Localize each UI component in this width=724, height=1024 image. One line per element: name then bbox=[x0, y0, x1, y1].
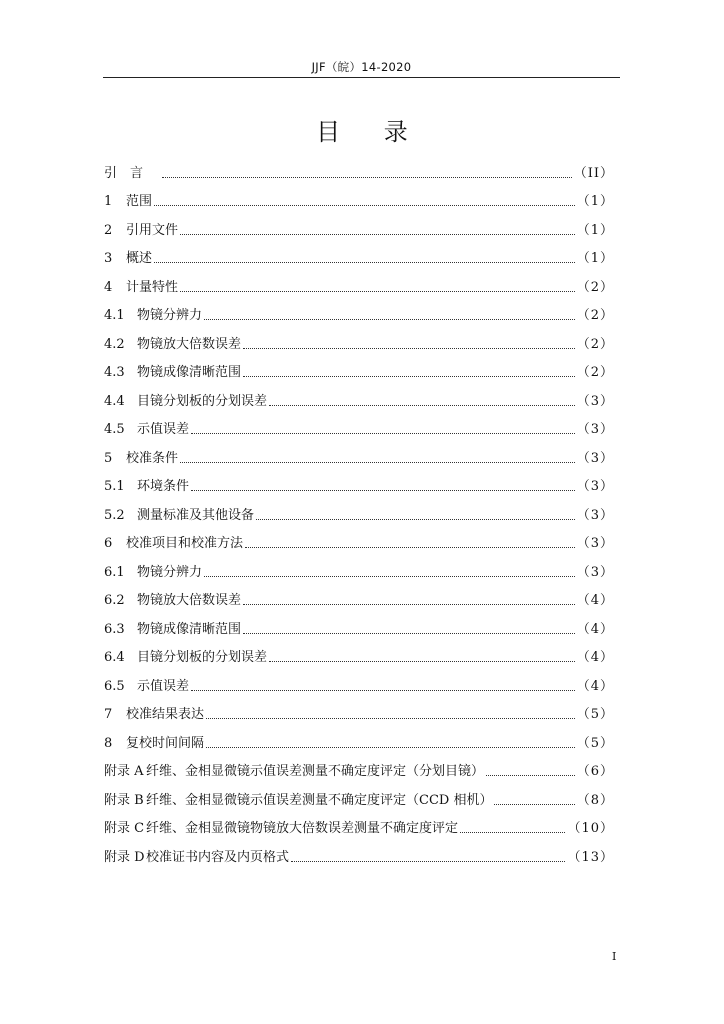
toc-entry[interactable] bbox=[104, 437, 614, 466]
toc-leader-dots bbox=[269, 395, 575, 406]
toc-entry[interactable] bbox=[104, 352, 614, 381]
page-title: 目 录 bbox=[316, 118, 426, 146]
toc-entry-label: 物镜成像清晰范围 bbox=[137, 365, 242, 380]
toc-leader-dots bbox=[180, 452, 575, 463]
toc-leader-dots bbox=[154, 252, 575, 263]
toc-entry[interactable] bbox=[104, 209, 614, 238]
toc-entry[interactable] bbox=[104, 836, 614, 865]
toc-entry[interactable] bbox=[104, 694, 614, 723]
toc-entry[interactable] bbox=[104, 665, 614, 694]
toc-leader-dots bbox=[460, 822, 565, 833]
toc-entry-label: 示值误差 bbox=[137, 678, 190, 694]
toc-leader-dots bbox=[243, 594, 575, 605]
toc-entry-label: 校准项目和校准方法 bbox=[126, 536, 244, 551]
toc-entry-number: 引 言 bbox=[104, 165, 144, 181]
toc-entry-label: 目镜分划板的分划误差 bbox=[137, 650, 268, 665]
toc-entry[interactable] bbox=[104, 722, 614, 751]
toc-entry-number: 5.1 bbox=[104, 479, 125, 494]
toc-entry-number: 附录 B bbox=[104, 792, 144, 808]
toc-leader-dots bbox=[180, 281, 575, 292]
toc-entry-label: 物镜成像清晰范围 bbox=[137, 621, 242, 637]
toc-entry-page: （1） bbox=[576, 194, 614, 209]
toc-entry-label: 物镜放大倍数误差 bbox=[137, 336, 242, 352]
toc-entry-number: 6 bbox=[104, 536, 113, 551]
toc-entry-number: 附录 A bbox=[104, 764, 144, 779]
toc-leader-dots bbox=[243, 338, 575, 349]
toc-entry[interactable] bbox=[104, 751, 614, 780]
toc-leader-dots bbox=[243, 623, 575, 634]
toc-entry-label: 目镜分划板的分划误差 bbox=[137, 393, 268, 409]
toc-leader-dots bbox=[243, 366, 575, 377]
toc-entry-page: （3） bbox=[576, 564, 614, 580]
toc-entry-label: 校准证书内容及内页格式 bbox=[146, 849, 290, 865]
toc-entry[interactable] bbox=[104, 152, 614, 181]
toc-entry-number: 6.5 bbox=[104, 678, 125, 694]
toc-leader-dots bbox=[154, 195, 575, 206]
toc-entry-page: （2） bbox=[576, 308, 614, 323]
toc-entry-number: 2 bbox=[104, 222, 113, 238]
toc-entry-number: 6.3 bbox=[104, 621, 125, 637]
toc-entry[interactable] bbox=[104, 523, 614, 552]
toc-entry-number: 1 bbox=[104, 194, 113, 209]
toc-entry-label: 校准条件 bbox=[126, 450, 179, 466]
toc-entry-number: 7 bbox=[104, 707, 113, 722]
toc-leader-dots bbox=[206, 708, 575, 719]
toc-entry-number: 4.4 bbox=[104, 393, 125, 409]
toc-leader-dots bbox=[180, 224, 575, 235]
toc-entry-number: 4.3 bbox=[104, 365, 125, 380]
toc-entry-page: （8） bbox=[576, 792, 614, 808]
toc-entry-page: （3） bbox=[576, 536, 614, 551]
toc-entry-label: 引用文件 bbox=[126, 222, 179, 238]
toc-entry[interactable] bbox=[104, 608, 614, 637]
toc-entry-page: （4） bbox=[576, 621, 614, 637]
toc-entry-label: 纤维、金相显微镜物镜放大倍数误差测量不确定度评定 bbox=[146, 821, 459, 836]
toc-entry-page: （3） bbox=[576, 479, 614, 494]
toc-entry-label: 物镜分辨力 bbox=[137, 564, 203, 580]
toc-leader-dots bbox=[494, 794, 574, 805]
toc-entry[interactable] bbox=[104, 181, 614, 210]
toc-entry[interactable] bbox=[104, 551, 614, 580]
toc-entry[interactable] bbox=[104, 380, 614, 409]
toc-entry-label: 示值误差 bbox=[137, 422, 190, 437]
toc-entry-page: （3） bbox=[576, 393, 614, 409]
toc-entry-page: （3） bbox=[576, 422, 614, 437]
toc-entry-label: 环境条件 bbox=[137, 479, 190, 494]
toc-entry-page: （5） bbox=[576, 707, 614, 722]
toc-leader-dots bbox=[204, 566, 575, 577]
toc-entry-label: 计量特性 bbox=[126, 279, 179, 295]
toc-leader-dots bbox=[486, 765, 575, 776]
toc-entry[interactable] bbox=[104, 323, 614, 352]
toc-entry-page: （13） bbox=[567, 849, 614, 865]
page-number: I bbox=[612, 950, 617, 963]
toc-entry-number: 8 bbox=[104, 735, 113, 751]
toc-entry-page: （6） bbox=[576, 764, 614, 779]
toc-entry-page: （10） bbox=[567, 821, 614, 836]
toc-entry-number: 6.1 bbox=[104, 564, 125, 580]
toc-entry-label: 校准结果表达 bbox=[126, 707, 205, 722]
toc-entry[interactable] bbox=[104, 808, 614, 837]
toc-entry-page: （1） bbox=[576, 222, 614, 238]
toc-entry-page: （3） bbox=[576, 450, 614, 466]
toc-leader-dots bbox=[191, 680, 575, 691]
toc-entry-page: （2） bbox=[576, 279, 614, 295]
toc-entry-number: 3 bbox=[104, 251, 113, 266]
toc-entry-label: 物镜分辨力 bbox=[137, 308, 203, 323]
toc-entry-number: 5 bbox=[104, 450, 113, 466]
toc-leader-dots bbox=[162, 167, 572, 178]
toc-leader-dots bbox=[191, 423, 575, 434]
toc-entry-label: 纤维、金相显微镜示值误差测量不确定度评定（CCD 相机） bbox=[146, 792, 493, 808]
toc-entry-number: 4.2 bbox=[104, 336, 125, 352]
toc-entry[interactable] bbox=[104, 238, 614, 267]
toc-entry-label: 物镜放大倍数误差 bbox=[137, 593, 242, 608]
toc-entry-page: （4） bbox=[576, 678, 614, 694]
toc-entry[interactable] bbox=[104, 266, 614, 295]
toc-leader-dots bbox=[291, 851, 565, 862]
toc-leader-dots bbox=[256, 509, 575, 520]
header-rule bbox=[103, 77, 620, 78]
toc-entry[interactable] bbox=[104, 494, 614, 523]
toc-entry[interactable] bbox=[104, 779, 614, 808]
toc-entry-number: 附录 C bbox=[104, 821, 145, 836]
toc-entry-page: （3） bbox=[576, 507, 614, 523]
toc-entry-page: （4） bbox=[576, 593, 614, 608]
table-of-contents bbox=[104, 152, 614, 865]
toc-entry-number: 4 bbox=[104, 279, 113, 295]
toc-leader-dots bbox=[206, 737, 575, 748]
toc-entry-page: （1） bbox=[576, 251, 614, 266]
toc-entry[interactable] bbox=[104, 409, 614, 438]
toc-entry-label: 测量标准及其他设备 bbox=[137, 507, 255, 523]
toc-entry[interactable] bbox=[104, 466, 614, 495]
toc-entry-page: （II） bbox=[573, 165, 614, 181]
toc-leader-dots bbox=[245, 537, 575, 548]
toc-entry-label: 复校时间间隔 bbox=[126, 735, 205, 751]
toc-entry-number: 5.2 bbox=[104, 507, 125, 523]
toc-entry-label: 范围 bbox=[126, 194, 153, 209]
toc-entry-label: 概述 bbox=[126, 251, 153, 266]
toc-entry-number: 4.5 bbox=[104, 422, 125, 437]
toc-entry-page: （5） bbox=[576, 735, 614, 751]
toc-leader-dots bbox=[269, 651, 575, 662]
toc-entry-page: （4） bbox=[576, 650, 614, 665]
toc-entry-number: 6.4 bbox=[104, 650, 125, 665]
toc-leader-dots bbox=[204, 309, 575, 320]
toc-entry-number: 6.2 bbox=[104, 593, 125, 608]
toc-entry-label: 纤维、金相显微镜示值误差测量不确定度评定（分划目镜） bbox=[146, 764, 485, 779]
toc-entry[interactable] bbox=[104, 637, 614, 666]
toc-leader-dots bbox=[191, 480, 575, 491]
toc-entry[interactable] bbox=[104, 580, 614, 609]
toc-entry-page: （2） bbox=[576, 365, 614, 380]
toc-entry-page: （2） bbox=[576, 336, 614, 352]
toc-entry[interactable] bbox=[104, 295, 614, 324]
toc-entry-number: 4.1 bbox=[104, 308, 125, 323]
toc-entry-number: 附录 D bbox=[104, 849, 145, 865]
document-code-header: JJF（皖）14-2020 bbox=[311, 60, 412, 74]
